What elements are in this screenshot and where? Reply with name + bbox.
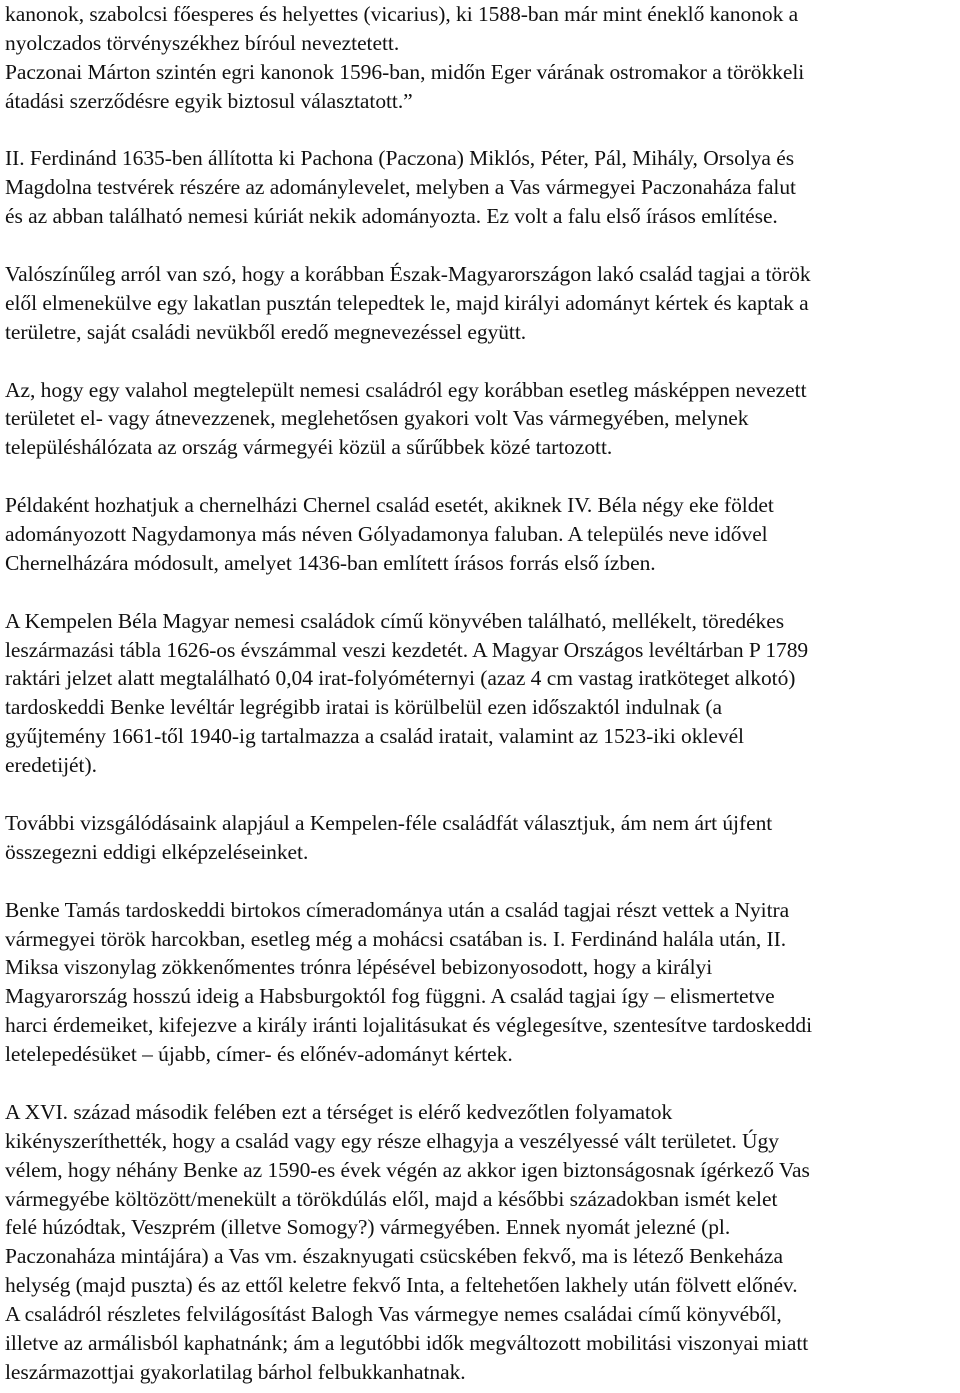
text-line: A Kempelen Béla Magyar nemesi családok című könyvében található, mellékelt, töredékes [5,608,785,633]
text-line: További vizsgálódásaink alapjául a Kempelen-féle családfát választjuk, ám nem árt újfent [5,810,773,835]
text-line: Magdolna testvérek részére az adománylevelet, melyben a Vas vármegyei Paczonaháza falut [5,175,796,200]
text-line: Paczonaháza mintájára) a Vas vm. északnyugati csücskében fekvő, ma is létező Benkeháza [5,1244,783,1269]
paragraph [5,0,960,116]
text-line: raktári jelzet alatt megtalálható 0,04 irat-folyóméternyi (azaz 4 cm vastag iratköteget alkotó) [5,666,796,691]
text-line: Benke Tamás tardoskeddi birtokos címeradománya után a család tagjai részt vettek a Nyitra [5,897,790,922]
paragraph-gap [5,116,960,145]
text-line: felé húzódtak, Veszprém (illetve Somogy?) vármegyében. Ennek nyomát jelezné (pl. [5,1215,731,1240]
text-line: vármegyei török harcokban, esetleg még a mohácsi csatában is. I. Ferdinánd halála után, II. [5,926,787,951]
text-line: Példaként hozhatjuk a chernelházi Chernel család esetét, akiknek IV. Béla négy eke földet [5,493,774,518]
text-line: vármegyébe költözött/menekült a törökdúlás elől, majd a későbbi századokban ismét kelet [5,1186,778,1211]
text-line: elől elmenekülve egy lakatlan pusztán telepedtek le, majd királyi adományt kértek és kaptak a [5,290,809,315]
text-line: leszármazottjai gyakorlatilag bárhol felbukkanhatnak. [5,1359,466,1384]
text-line: gyűjtemény 1661-től 1940-ig tartalmazza a család iratait, valamint az 1523-iki oklevél [5,724,744,749]
text-line: területet el- vagy átnevezzenek, meglehetősen gyakori volt Vas vármegyében, melynek [5,406,749,431]
text-line: kikényszeríthették, hogy a család vagy egy része elhagyja a veszélyessé vált területet. Úgy [5,1128,779,1153]
text-line: adományozott Nagydamonya más néven Gólyadamonya faluban. A település neve idővel [5,522,768,547]
text-line: Chernelházára módosult, amelyet 1436-ban említett írásos forrás első ízben. [5,550,656,575]
text-line: településhálózata az ország vármegyéi közül a sűrűbbek közé tartozott. [5,435,613,460]
text-line: Valószínűleg arról van szó, hogy a korábban Észak-Magyarországon lakó család tagjai a török [5,262,811,287]
paragraph [5,491,960,578]
text-line: átadási szerződésre egyik biztosul választatott.” [5,88,413,113]
text-line: tardoskeddi Benke levéltár legrégibb iratai is körülbelül ezen időszaktól indulnak (a [5,695,722,720]
paragraph [5,144,960,231]
text-line: Miksa viszonylag zökkenőmentes trónra lépésével bebizonyosodott, hogy a királyi [5,955,713,980]
text-line: összegezni eddigi elképzeléseinket. [5,839,309,864]
text-line: II. Ferdinánd 1635-ben állította ki Pachona (Paczona) Miklós, Péter, Pál, Mihály, Orsolya és [5,146,795,171]
text-line: eredetijét). [5,753,97,778]
text-line: helység (majd puszta) és az ettől keletre fekvő Inta, a feltehetően lakhely után fölvett előnév. [5,1273,798,1298]
text-line: Paczonai Márton szintén egri kanonok 1596-ban, midőn Eger várának ostromakor a törökkeli [5,59,805,84]
paragraph [5,376,960,463]
paragraph [5,896,960,1069]
paragraph-gap [5,578,960,607]
text-line: területre, saját családi nevükből eredő megnevezéssel együtt. [5,319,527,344]
paragraph-gap [5,347,960,376]
text-line: Az, hogy egy valahol megtelepült nemesi családról egy korábban esetleg másképpen nevezett [5,377,807,402]
text-line: kanonok, szabolcsi főesperes és helyettes (vicarius), ki 1588-ban már mint éneklő kanonok a [5,2,799,26]
document-page [5,0,960,1387]
paragraph-gap [5,231,960,260]
paragraph-gap [5,462,960,491]
paragraph [5,1098,960,1387]
paragraph [5,260,960,347]
text-line: Magyarország hosszú ideig a Habsburgoktól fog függni. A család tagjai így – elismertetve [5,984,775,1009]
text-line: nyolczados törvényszékhez bíróul neveztetett. [5,30,400,55]
text-line: A XVI. század második felében ezt a térséget is elérő kedvezőtlen folyamatok [5,1099,673,1124]
text-line: illetve az armálisból kaphatnánk; ám a legutóbbi idők megváltozott mobilitási viszonyai miatt [5,1330,809,1355]
paragraph-gap [5,867,960,896]
text-line: harci érdemeiket, kifejezve a király iránti lojalitásukat és véglegesítve, szentesítve tardoskeddi [5,1013,812,1038]
text-line: vélem, hogy néhány Benke az 1590-es évek végén az akkor igen biztonságosnak ígérkező Vas [5,1157,810,1182]
paragraph [5,809,960,867]
text-line: A családról részletes felvilágosítást Balogh Vas vármegye nemes családai című könyvéből, [5,1302,782,1327]
text-line: leszármazási tábla 1626-os évszámmal veszi kezdetét. A Magyar Országos levéltárban P 1789 [5,637,809,662]
paragraph-gap [5,1069,960,1098]
paragraph [5,607,960,780]
paragraph-gap [5,780,960,809]
text-line: és az abban található nemesi kúriát nekik adományozta. Ez volt a falu első írásos említése. [5,204,778,229]
text-line: letelepedésüket – újabb, címer- és előnév-adományt kértek. [5,1042,513,1067]
